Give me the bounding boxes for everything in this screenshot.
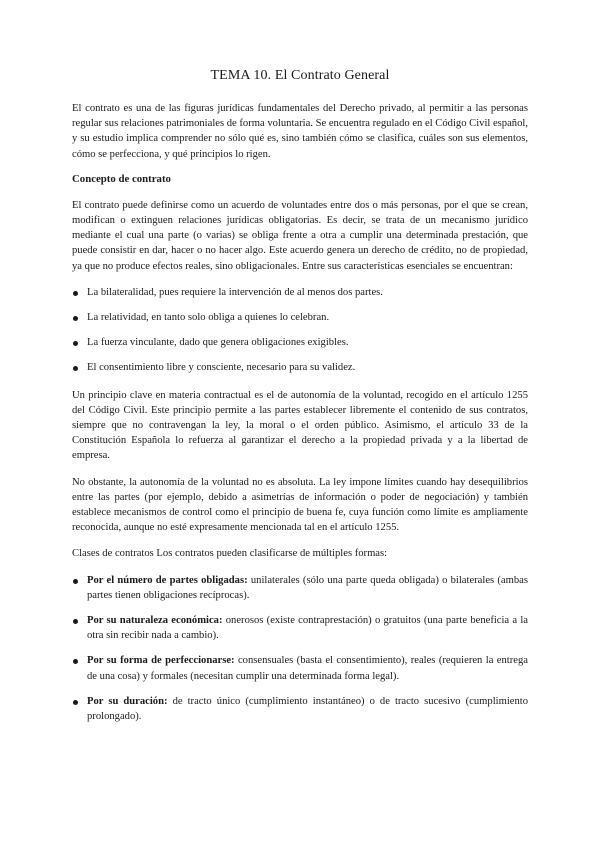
- characteristics-list: [72, 285, 528, 376]
- list-item: [72, 694, 528, 724]
- list-item: [72, 285, 528, 300]
- class-text: unilaterales (sólo una parte queda obligada) o bilaterales (ambas partes tienen obligaciones recíprocas).: [87, 574, 528, 601]
- class-text: de tracto único (cumplimiento instantáneo) o de tracto sucesivo (cumplimiento prolongado).: [87, 695, 528, 723]
- classes-list: [72, 573, 528, 725]
- document-page: [72, 68, 528, 736]
- bullet-icon: [73, 366, 78, 371]
- classes-intro: Clases de contratos Los contratos pueden clasificarse de múltiples formas:: [72, 548, 388, 560]
- list-item: [72, 653, 528, 683]
- bullet-icon: [73, 341, 78, 346]
- class-text: onerosos (existe contraprestación) o gratuitos (una parte beneficia a la otra sin recibir nada a cambio).: [87, 615, 528, 642]
- section-heading: Concepto de contrato: [72, 172, 171, 185]
- bullet-icon: [73, 619, 78, 624]
- bullet-icon: [73, 291, 78, 296]
- bullet-icon: [73, 659, 78, 664]
- list-item: [72, 335, 528, 350]
- list-item-text: El consentimiento libre y consciente, necesario para su validez.: [87, 362, 356, 374]
- list-item: [72, 613, 528, 643]
- class-label: Por su duración:: [87, 695, 168, 707]
- class-label: Por el número de partes obligadas:: [87, 574, 248, 586]
- list-item-text: La fuerza vinculante, dado que genera obligaciones exigibles.: [87, 337, 349, 349]
- list-item: [72, 360, 528, 375]
- autonomy-paragraph: Un principio clave en materia contractual es el de autonomía de la voluntad, recogido en el artículo 1255 del Código Civil. Este principio permite a las partes establecer libremente el contenido de sus contratos, siempre que no contravengan la ley, la moral o el orden público. Asimismo, el artículo 33 de la Constitución Española lo refuerza al garantizar el derecho a la propiedad privada y a la libertad de empresa.: [72, 389, 528, 462]
- concept-paragraph: El contrato puede definirse como un acuerdo de voluntades entre dos o más personas, por el que se crean, modifican o extinguen relaciones jurídicas obligatorias. Es decir, se trata de un mecanismo jurídico mediante el cual una parte (o varias) se obliga frente a otra a cumplir una determinada prestación, que puede consistir en dar, hacer o no hacer algo. Este acuerdo genera un derecho de crédito, no de propiedad, ya que no produce efectos reales, sino obligacionales. Entre sus características esenciales se encuentran:: [72, 199, 528, 272]
- bullet-icon: [73, 316, 78, 321]
- intro-paragraph: El contrato es una de las figuras jurídicas fundamentales del Derecho privado, al permitir a las personas regular sus relaciones patrimoniales de forma voluntaria. Se encuentra regulado en el Código Civil español, y su estudio implica comprender no sólo qué es, sino también cómo se clasifica, cuáles son sus elementos, cómo se perfecciona, y qué principios lo rigen.: [72, 103, 528, 160]
- bullet-icon: [73, 579, 78, 584]
- list-item: [72, 310, 528, 325]
- bullet-icon: [73, 700, 78, 705]
- class-text: consensuales (basta el consentimiento), reales (requieren la entrega de una cosa) y formales (necesitan cumplir una determinada forma legal).: [87, 655, 528, 682]
- list-item: [72, 573, 528, 603]
- limits-paragraph: No obstante, la autonomía de la voluntad no es absoluta. La ley impone límites cuando hay desequilibrios entre las partes (por ejemplo, debido a asimetrías de información o poder de negociación) y también establece mecanismos de control como el principio de buena fe, cuya función como límite es ampliamente reconocida, aunque no esté expresamente mencionada tal en el artículo 1255.: [72, 476, 528, 534]
- list-item-text: La bilateralidad, pues requiere la intervención de al menos dos partes.: [87, 286, 383, 298]
- class-label: Por su forma de perfeccionarse:: [87, 655, 235, 667]
- document-title: TEMA 10. El Contrato General: [210, 68, 390, 83]
- class-label: Por su naturaleza económica:: [87, 615, 223, 627]
- list-item-text: La relatividad, en tanto solo obliga a quienes lo celebran.: [87, 312, 330, 324]
